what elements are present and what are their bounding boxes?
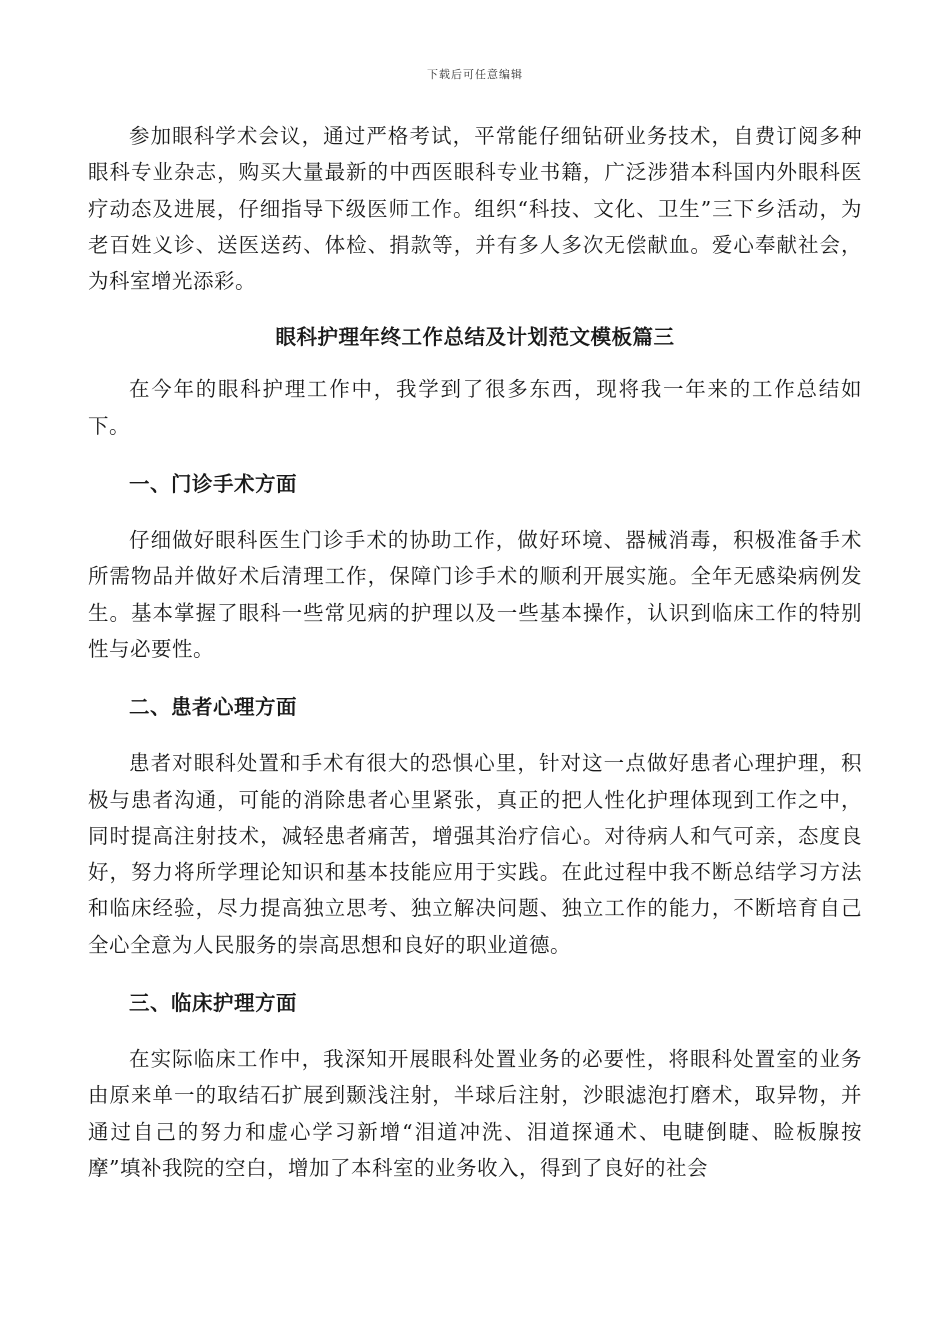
section2-heading: 二、患者心理方面 [129,695,297,720]
header-note: 下载后可任意编辑 [427,68,523,81]
section1-heading: 一、门诊手术方面 [129,472,297,497]
intro-paragraph: 在今年的眼科护理工作中，我学到了很多东西，现将我一年来的工作总结如下。 [88,377,862,438]
section2-paragraph: 患者对眼科处置和手术有很大的恐惧心里，针对这一点做好患者心理护理，积极与患者沟通，可能的消除患者心里紧张，真正的把人性化护理体现到工作之中，同时提高注射技术，减轻患者痛苦，增强其治疗信心。对待病人和气可亲，态度良好，努力将所学理论知识和基本技能应用于实践。在此过程中我不断总结学习方法和临床经验，尽力提高独立思考、独立解决问题、独立工作的能力，不断培育自己全心全意为人民服务的崇高思想和良好的职业道德。 [88,751,862,957]
document-title: 眼科护理年终工作总结及计划范文模板篇三 [275,325,675,350]
previous-paragraph: 参加眼科学术会议，通过严格考试，平常能仔细钻研业务技术，自费订阅多种眼科专业杂志，购买大量最新的中西医眼科专业书籍，广泛涉猎本科国内外眼科医疗动态及进展，仔细指导下级医师工作。组织“科技、文化、卫生”三下乡活动，为老百姓义诊、送医送药、体检、捐款等，并有多人多次无偿献血。爱心奉献社会，为科室增光添彩。 [88,124,862,294]
section1-paragraph: 仔细做好眼科医生门诊手术的协助工作，做好环境、器械消毒，积极准备手术所需物品并做好术后清理工作，保障门诊手术的顺利开展实施。全年无感染病例发生。基本掌握了眼科一些常见病的护理以及一些基本操作，认识到临床工作的特别性与必要性。 [88,528,862,661]
section3-heading: 三、临床护理方面 [129,991,297,1016]
section3-paragraph: 在实际临床工作中，我深知开展眼科处置业务的必要性，将眼科处置室的业务由原来单一的取结石扩展到颞浅注射，半球后注射，沙眼滤泡打磨术，取异物，并通过自己的努力和虚心学习新增“泪道冲洗、泪道探通术、电睫倒睫、睑板腺按摩”填补我院的空白，增加了本科室的业务收入，得到了良好的社会 [88,1047,862,1180]
document-body [88,118,862,1186]
